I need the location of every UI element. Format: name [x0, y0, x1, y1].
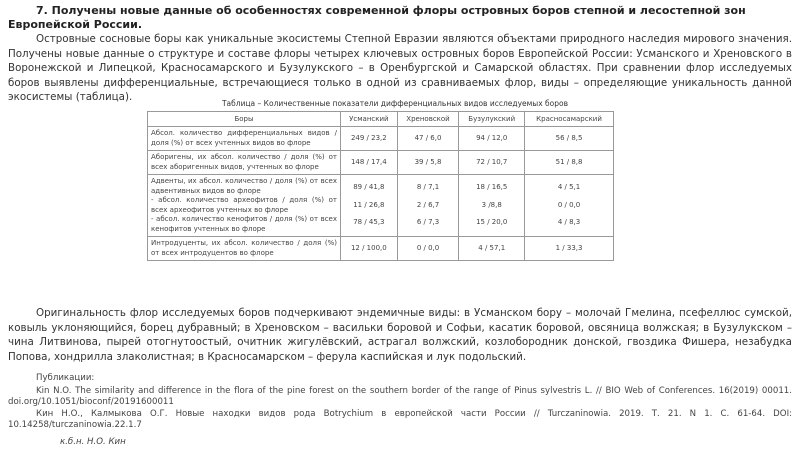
cell-line: 2 / 6,7: [416, 200, 440, 209]
cell-line: 0 / 0,0: [557, 200, 581, 209]
row-label-line: Адвенты, их абсол. количество / доля (%) от всех адвентивных видов во флоре: [151, 177, 337, 195]
cell-line: 89 / 41,8: [353, 183, 385, 192]
section-heading: 7. Получены новые данные об особенностях современной флоры островных боров степной и лесостепной зон Европейской России.: [8, 4, 746, 31]
cell-line: 4 / 8,3: [557, 218, 581, 227]
cell-line: 78 / 45,3: [353, 218, 385, 227]
cell-line: 11 / 26,8: [353, 200, 385, 209]
table-header-cell: Красносамарский: [525, 112, 614, 127]
cell-line: 6 / 7,3: [416, 218, 440, 227]
publication-item: Кин Н.О., Калмыкова О.Г. Новые находки видов рода Botrychium в европейской части России // Turczaninowia. 2019. Т. 21. N 1. С. 61-64. DOI: 10.14258/turczaninowia.22.1.7: [8, 409, 792, 431]
publications-title: Публикации:: [36, 373, 95, 383]
table-header-cell: Усманский: [341, 112, 398, 127]
table-cell: 12 / 100,0: [341, 237, 398, 261]
cell-line: 4 / 5,1: [557, 183, 581, 192]
table-cell: [341, 175, 398, 237]
row-label: Аборигены, их абсол. количество / доля (%) от всех аборигенных видов, учтенных во флоре: [148, 151, 341, 175]
table-caption: Таблица – Количественные показатели дифференциальных видов исследуемых боров: [221, 99, 569, 108]
table-header-cell: Боры: [148, 112, 341, 127]
table-cell: 56 / 8,5: [525, 127, 614, 151]
table-cell: [525, 175, 614, 237]
table-header-row: [148, 112, 614, 127]
table-cell: 0 / 0,0: [397, 237, 459, 261]
cell-line: 3 /8,8: [481, 200, 502, 209]
table-cell: [397, 175, 459, 237]
table-header-cell: Хреновской: [397, 112, 459, 127]
table-row: [148, 175, 614, 237]
table-cell: 39 / 5,8: [397, 151, 459, 175]
table-row: [148, 127, 614, 151]
row-label-line: - абсол. количество археофитов / доля (%) от всех археофитов учтенных во флоре: [151, 196, 337, 214]
row-label: [148, 175, 341, 237]
row-label-line: - абсол. количество кенофитов / доля (%) от всех кенофитов учтенных во флоре: [151, 215, 337, 233]
table-cell: 1 / 33,3: [525, 237, 614, 261]
table-cell: 249 / 23,2: [341, 127, 398, 151]
cell-line: 8 / 7,1: [416, 183, 440, 192]
table-cell: 47 / 6,0: [397, 127, 459, 151]
author-signature: к.б.н. Н.О. Кин: [60, 437, 126, 447]
table-cell: 72 / 10,7: [459, 151, 525, 175]
publication-item: Kin N.O. The similarity and difference in the flora of the pine forest on the southern border of the range of Pinus sylvestris L. // BIO Web of Conferences. 16(2019) 00011. doi.org/10.1051/bioconf/20191600011: [8, 386, 792, 408]
table-header-cell: Бузулукский: [459, 112, 525, 127]
endemics-paragraph: Оригинальность флор исследуемых боров подчеркивают эндемичные виды: в Усманском бору – молочай Гмелина, псефеллюс сумской, ковыль уклоняющийся, борец дубравный; в Хреновском – васильки боровой и Софьи, касатик боровой, овсяница волжская; в Бузулукском – чина Литвинова, пырей отогнутоостый, очитник жигулёвский, астрагал волжский, козлобородник донской, гвоздика Фишера, незабудка Попова, хондрилла злаколистная; в Красносамарском – ферула каспийская и лук подольский.: [8, 307, 792, 363]
table-row: [148, 237, 614, 261]
cell-line: 18 / 16,5: [476, 183, 508, 192]
row-label: Интродуценты, их абсол. количество / доля (%) от всех интродуцентов во флоре: [148, 237, 341, 261]
species-table: [147, 111, 614, 261]
intro-paragraph: Островные сосновые боры как уникальные экосистемы Степной Евразии являются объектами природного наследия мирового значения. Получены новые данные о структуре и составе флоры четырех ключевых островных боров Европейской России: Усманского и Хреновского в Воронежской и Липецкой, Красносамарского и Бузулукского – в Оренбургской и Самарской областях. При сравнении флор исследуемых боров выявлены дифференциальные, встречающиеся только в одной из сравниваемых флор, виды – определяющие уникальность данной экосистемы (таблица).: [8, 33, 792, 103]
table-row: [148, 151, 614, 175]
row-label: Абсол. количество дифференциальных видов / доля (%) от всех учтенных видов во флоре: [148, 127, 341, 151]
table-cell: 4 / 57,1: [459, 237, 525, 261]
table-cell: 148 / 17,4: [341, 151, 398, 175]
cell-line: 15 / 20,0: [476, 218, 508, 227]
table-cell: [459, 175, 525, 237]
table-cell: 94 / 12,0: [459, 127, 525, 151]
table-cell: 51 / 8,8: [525, 151, 614, 175]
